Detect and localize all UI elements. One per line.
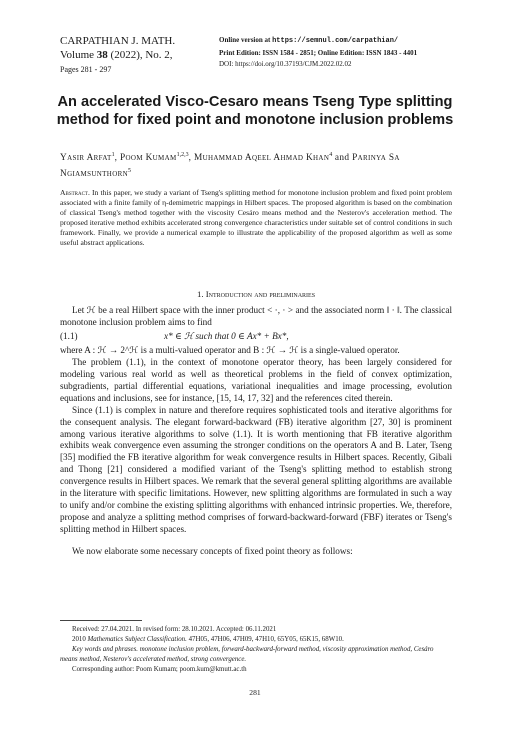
journal-header: [60, 34, 230, 76]
issn-line: Print Edition: ISSN 1584 - 2851; Online Edition: ISSN 1843 - 4401: [219, 48, 418, 57]
online-url-link[interactable]: https://semnul.com/carpathian/: [272, 37, 399, 45]
paragraph: We now elaborate some necessary concepts of fixed point theory as follows:: [72, 546, 353, 557]
author-name: Yasir Arfat: [60, 153, 112, 164]
paragraph: The problem (1.1), in the context of monotone operator theory, has been largely considered for modeling various real world as well as theoretical problems in the field of convex optimization, subgradients, partial differential equations, variational inequalities and image processing, evolution equations and inclusions, see for instance, [15, 14, 17, 32] and the references cited therein.: [60, 356, 452, 403]
abstract-text: In this paper, we study a variant of Tseng's splitting method for monotone inclusion problem and fixed point problem associated with a finite family of η-demimetric mappings in Hilbert spaces. The proposed algorithm is based on the combination of classical Tseng's method together with the viscosity Cesáro means method and the Nesterov's acceleration method. The proposed iterative method exhibits accelerated strong convergence characteristics under suitable set of control conditions in such framework. Finally, we provide a numerical example to illustrate the applicability of the proposed algorithm as well as some useful abstract applications.: [60, 188, 452, 248]
online-version: Online version at https://semnul.com/carpathian/: [219, 36, 399, 45]
publication-info: [219, 35, 459, 71]
author-list: Yasir Arfat$^1$, Poom Kumam$^{1,2,3}$, Muhammad Aqeel Ahmad Khan$^4$ and Parinya Sa Ngiamsunthorn$^5$: [60, 152, 400, 180]
paper-title: An accelerated Visco-Cesaro means Tseng Type splitting method for fixed point and monotone inclusion problems: [56, 94, 454, 128]
journal-name: CARPATHIAN J. MATH.: [60, 35, 176, 47]
msc-classification: 2010 Mathematics Subject Classification. 47H05, 47H06, 47H09, 47H10, 65Y05, 65K15, 68W10.: [72, 636, 344, 643]
paragraph: Since (1.1) is complex in nature and therefore requires sophisticated tools and iterative algorithms for the consequent analysis. The elegant forward-backward (FB) iterative algorithm [27, 30] is prominent among various iterative algorithms to solve (1.1). It is worth mentioning that FB iterative algorithm exhibits weak convergence even assuming the stronger conditions on the operators A and B. Later, Tseng [35] modified the FB iterative algorithm for weak convergence results in Hilbert spaces. Recently, Gibali and Thong [21] considered a modified variant of the Tseng's splitting method to establish strong convergence results in Hilbert spaces. We remark that the several general splitting algorithms are available in the literature with specific limitations. However, new splitting algorithms are formulated in such a way to unify and/or combine the existing splitting algorithms with enhanced intrinsic properties. We, therefore, propose and analyze a splitting method comprises of forward-backward-forward (FBF) iterates or Tseng's splitting method in Hilbert spaces.: [60, 404, 452, 535]
page-number: 281: [249, 688, 261, 697]
equation-expression: x* ∈ ℋ such that 0 ∈ Ax* + Bx*,: [164, 330, 289, 341]
author-name: Muhammad Aqeel Ahmad Khan: [193, 153, 330, 164]
doi-line[interactable]: DOI: https://doi.org/10.37193/CJM.2022.02.02: [219, 60, 352, 68]
body-text: [60, 305, 452, 558]
journal-volume: Volume 38 (2022), No. 2,: [60, 49, 173, 61]
section-heading: 1. Introduction and preliminaries: [196, 289, 316, 299]
keywords: Key words and phrases. monotone inclusion problem, forward-backward-forward method, viscosity approximation method, Cesáro means method, Nesterov's accelerated method, strong convergence.: [60, 646, 434, 663]
equation-number: (1.1): [60, 330, 78, 341]
paragraph: where A : ℋ → 2^ℋ is a multi-valued operator and B : ℋ → ℋ is a single-valued operator.: [60, 344, 400, 355]
corresponding-author: Corresponding author: Poom Kumam; poom.kum@kmutt.ac.th: [72, 666, 247, 673]
author-name: Poom Kumam: [120, 153, 177, 164]
journal-pages: Pages 281 - 297: [60, 65, 112, 74]
equation: [60, 331, 452, 343]
received-dates: Received: 27.04.2021. In revised form: 28.10.2021. Accepted: 06.11.2021: [72, 626, 277, 633]
footnote-divider: [60, 620, 142, 621]
footnotes: [60, 625, 452, 675]
author-name: Parinya Sa Ngiamsunthorn: [60, 153, 400, 180]
abstract-label: Abstract.: [60, 188, 90, 197]
paragraph: Let ℋ be a real Hilbert space with the inner product < ·, · > and the associated norm ‖ · ‖. The classical monotone inclusion problem aims to find: [60, 305, 452, 327]
abstract: [60, 188, 452, 249]
paragraph-gap: [60, 536, 452, 546]
